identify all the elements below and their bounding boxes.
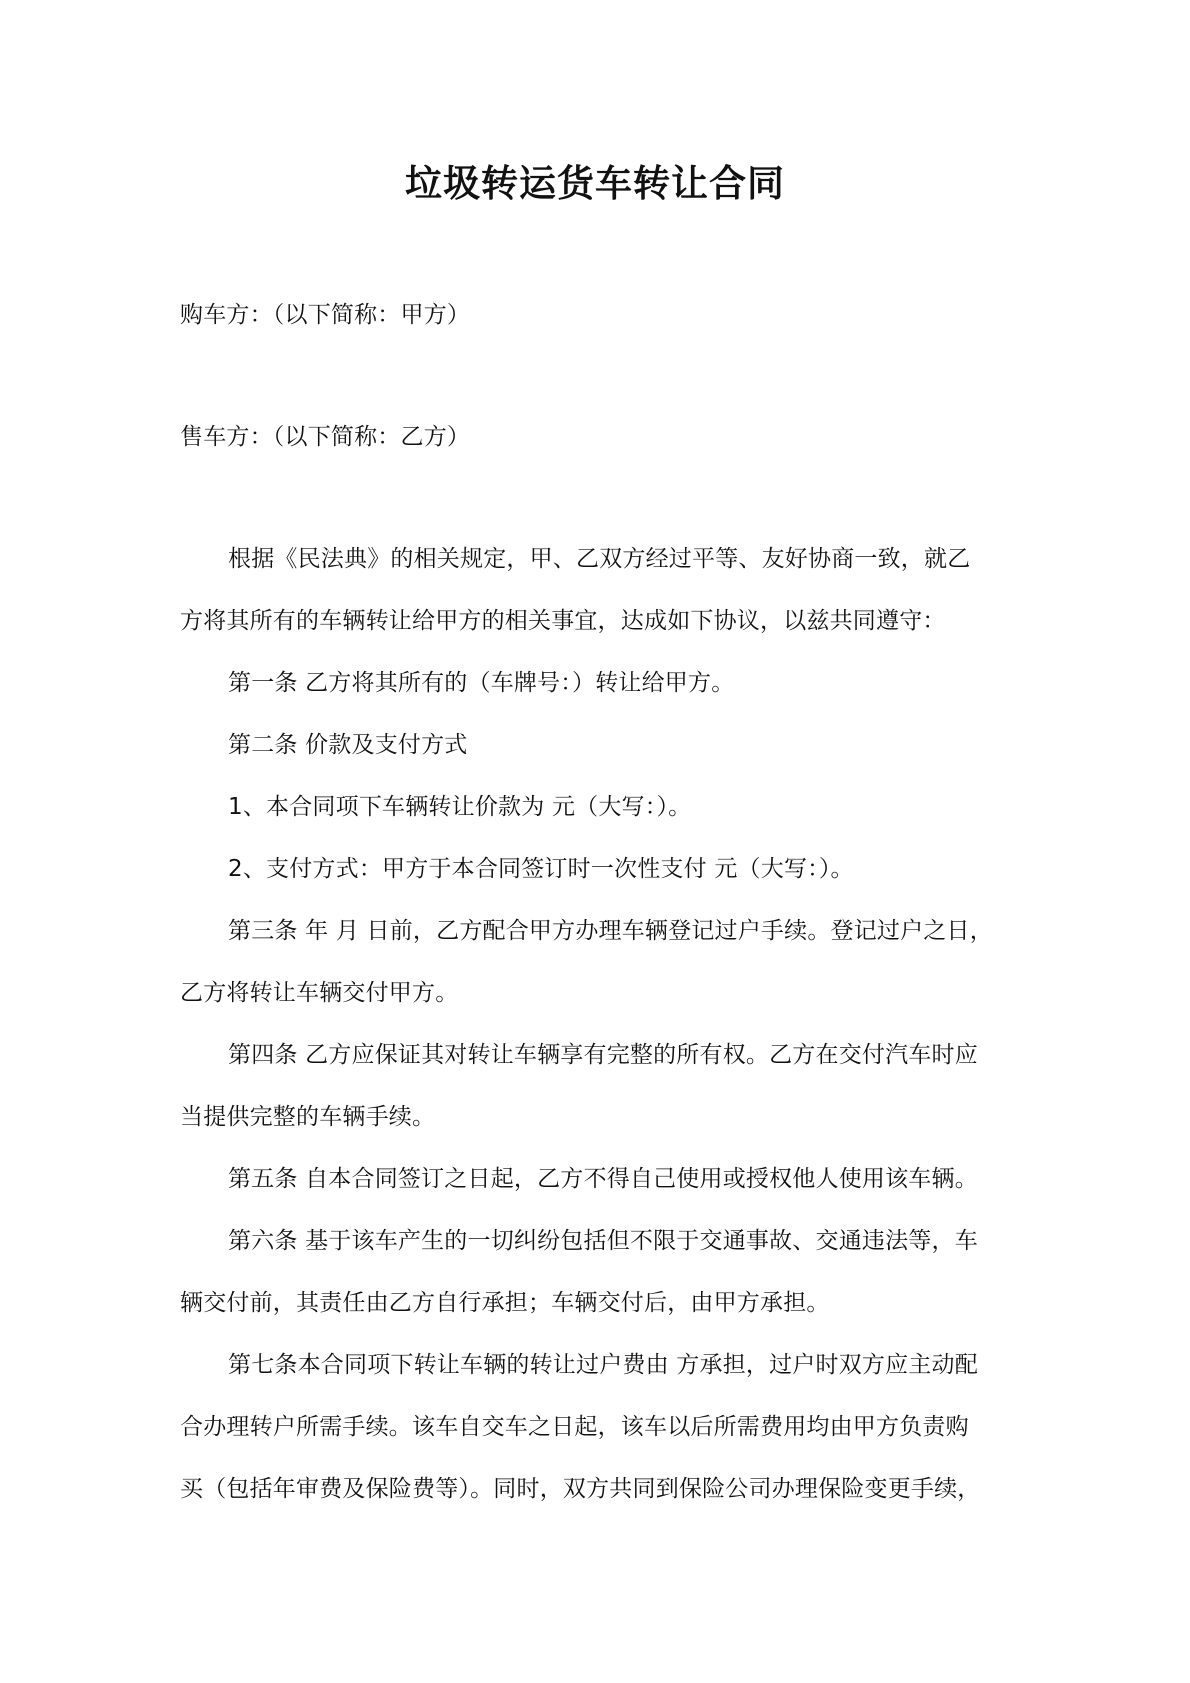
article-7-line-2: 合办理转户所需手续。该车自交车之日起，该车以后所需费用均由甲方负责购 — [180, 1414, 969, 1440]
article-4-line-2: 当提供完整的车辆手续。 — [180, 1104, 436, 1130]
article-2-heading: 第二条 价款及支付方式 — [228, 732, 468, 758]
preamble-line-2: 方将其所有的车辆转让给甲方的相关事宜，达成如下协议，以兹共同遵守： — [180, 608, 946, 634]
article-2-item-2: 2、支付方式：甲方于本合同签订时一次性支付 元（大写：）。 — [228, 856, 854, 882]
document-title: 垃圾转运货车转让合同 — [405, 162, 785, 205]
seller-line: 售车方：（以下简称：乙方） — [180, 424, 471, 450]
buyer-line: 购车方：（以下简称：甲方） — [180, 302, 471, 328]
article-7-line-1: 第七条本合同项下转让车辆的转让过户费由 方承担，过户时双方应主动配 — [228, 1352, 978, 1378]
article-4-line-1: 第四条 乙方应保证其对转让车辆享有完整的所有权。乙方在交付汽车时应 — [228, 1042, 978, 1068]
article-3-line-1: 第三条 年 月 日前，乙方配合甲方办理车辆登记过户手续。登记过户之日， — [228, 918, 993, 944]
article-7-line-3: 买（包括年审费及保险费等）。同时，双方共同到保险公司办理保险变更手续， — [180, 1476, 981, 1502]
article-2-item-1: 1、本合同项下车辆转让价款为 元（大写：）。 — [228, 794, 692, 820]
article-3-line-2: 乙方将转让车辆交付甲方。 — [180, 980, 459, 1006]
article-1: 第一条 乙方将其所有的（车牌号：）转让给甲方。 — [228, 670, 735, 696]
article-6-line-1: 第六条 基于该车产生的一切纠纷包括但不限于交通事故、交通违法等，车 — [228, 1228, 978, 1254]
article-5: 第五条 自本合同签订之日起，乙方不得自己使用或授权他人使用该车辆。 — [228, 1166, 978, 1192]
article-6-line-2: 辆交付前，其责任由乙方自行承担；车辆交付后，由甲方承担。 — [180, 1290, 830, 1316]
preamble-line-1: 根据《民法典》的相关规定，甲、乙双方经过平等、友好协商一致，就乙 — [228, 546, 971, 572]
